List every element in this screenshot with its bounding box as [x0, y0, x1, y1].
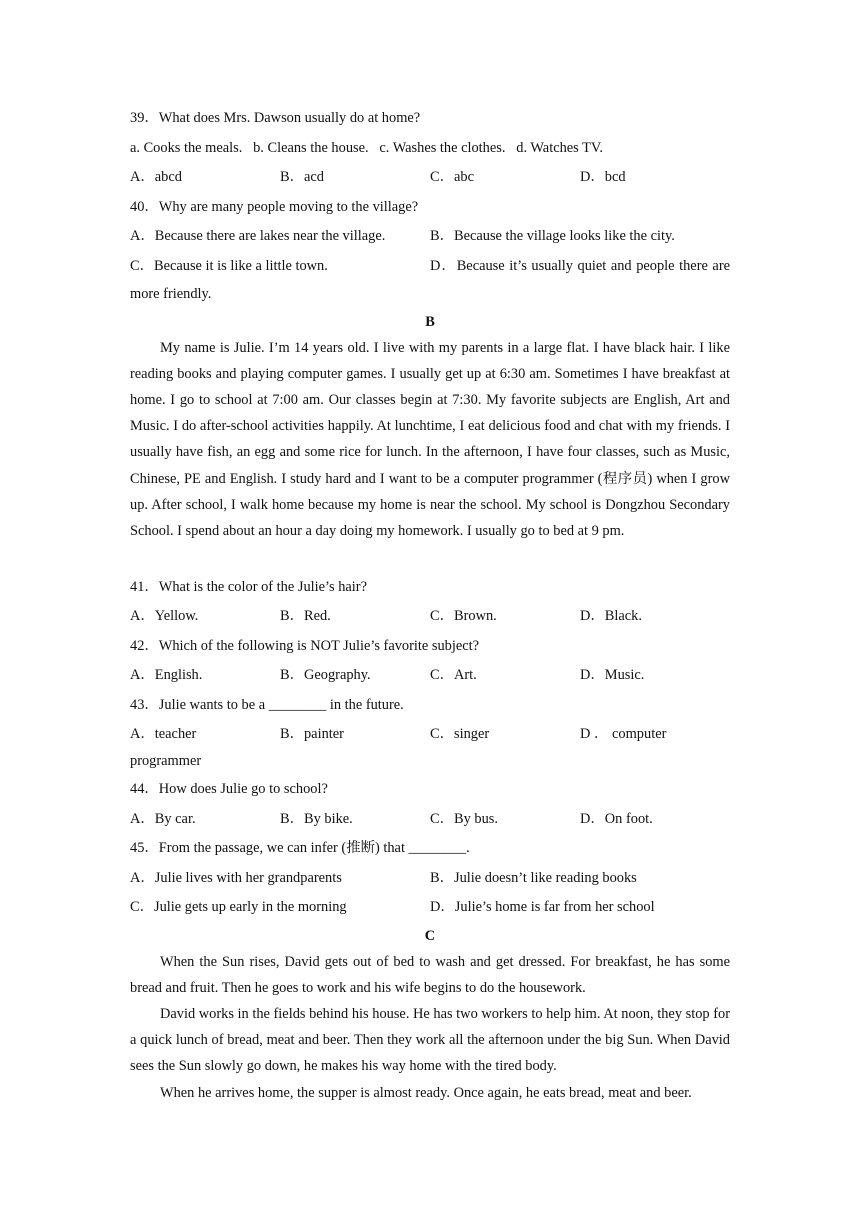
section-c-paragraph-2: David works in the fields behind his house. He has two workers to help him. At noon, they stop for a quick lunch of bread, meat and beer. Then they work all the afternoon under the big Sun. When David sees the Sun slowly go down, he makes his way home with the tired body. — [130, 1005, 730, 1075]
question-41-options — [130, 602, 730, 632]
option-c: C．Julie gets up early in the morning — [130, 899, 347, 915]
option-a: A．Because there are lakes near the village. — [130, 228, 386, 244]
option-a: A．By car. — [130, 810, 196, 827]
question-40: 40．Why are many people moving to the village? — [130, 198, 419, 215]
option-b: B．Because the village looks like the city. — [430, 228, 675, 244]
option-d-word: computer — [612, 726, 667, 742]
question-43: 43．Julie wants to be a ________ in the future. — [130, 696, 404, 713]
section-b-passage: My name is Julie. I’m 14 years old. I live with my parents in a large flat. I have black hair. I like reading books and playing computer games. I usually get up at 6:30 am. Sometimes I have breakfast at home. I go to school at 7:00 am. Our classes begin at 7:30. My favorite subjects are English, Art and Music. I do after-school activities happily. At lunchtime, I eat delicious food and chat with my friends. I usually have fish, an egg and some rice for lunch. In the afternoon, I have four classes, such as Music, Chinese, PE and English. I study hard and I want to be a computer programmer (程序员) when I grow up. After school, I walk home because my home is near the school. My school is Dongzhou Secondary School. I spend about an hour a day doing my homework. I usually go to bed at 9 pm. — [130, 339, 730, 539]
question-45-options-row2 — [130, 893, 730, 923]
option-c: C．abc — [430, 169, 474, 185]
option-d: D．On foot. — [580, 810, 653, 827]
question-39-items: a. Cooks the meals. b. Cleans the house. c. Washes the clothes. d. Watches TV. — [130, 139, 604, 156]
question-44: 44．How does Julie go to school? — [130, 781, 328, 797]
section-b-title: B — [425, 313, 435, 330]
option-c: C．singer — [430, 726, 490, 742]
question-40-options-row1 — [130, 222, 730, 252]
option-c: C．By bus. — [430, 810, 498, 827]
option-d: D．Because it’s usually quiet and people there are more friendly. — [130, 257, 730, 302]
option-a: A．teacher — [130, 726, 197, 742]
section-c-paragraph-3: When he arrives home, the supper is almost ready. Once again, he eats bread, meat and beer. — [160, 1084, 692, 1101]
option-b: B．By bike. — [280, 810, 353, 827]
option-a: A．abcd — [130, 169, 182, 185]
option-b: B．Julie doesn’t like reading books — [430, 869, 637, 886]
question-41: 41．What is the color of the Julie’s hair? — [130, 578, 367, 595]
option-d-letter: D — [580, 726, 591, 742]
option-d — [580, 720, 730, 748]
section-c-paragraph-1: When the Sun rises, David gets out of bed to wash and get dressed. For breakfast, he has some bread and fruit. Then he goes to work and his wife begins to do the housework. — [130, 953, 730, 996]
section-c-title: C — [424, 927, 436, 944]
option-a: A．Yellow. — [130, 608, 199, 624]
question-44-options — [130, 805, 730, 835]
exam-content — [130, 104, 730, 1106]
question-43-options — [130, 720, 730, 748]
option-d: D．bcd — [580, 169, 626, 185]
question-39: 39．What does Mrs. Dawson usually do at home? — [130, 110, 421, 126]
option-b: B．acd — [280, 169, 324, 185]
option-b: B．painter — [280, 726, 344, 742]
option-c: C．Because it is like a little town. — [130, 257, 328, 274]
option-c: C．Art. — [430, 667, 477, 683]
option-a: A．Julie lives with her grandparents — [130, 869, 342, 886]
question-42: 42．Which of the following is NOT Julie’s favorite subject? — [130, 637, 480, 654]
question-39-options — [130, 163, 730, 193]
option-d: D．Black. — [580, 608, 642, 624]
question-42-options — [130, 661, 730, 691]
question-40-options-row2 — [130, 252, 730, 309]
question-45: 45．From the passage, we can infer (推断) that ________. — [130, 840, 470, 856]
option-d-dot: ． — [594, 726, 609, 742]
option-d: D．Music. — [580, 667, 645, 683]
option-d-wrap: programmer — [130, 753, 202, 769]
option-d: D．Julie’s home is far from her school — [430, 899, 655, 915]
option-b: B．Red. — [280, 608, 331, 624]
option-b: B．Geography. — [280, 667, 371, 683]
question-45-options-row1 — [130, 864, 730, 894]
option-a: A．English. — [130, 667, 203, 683]
option-c: C．Brown. — [430, 608, 497, 624]
